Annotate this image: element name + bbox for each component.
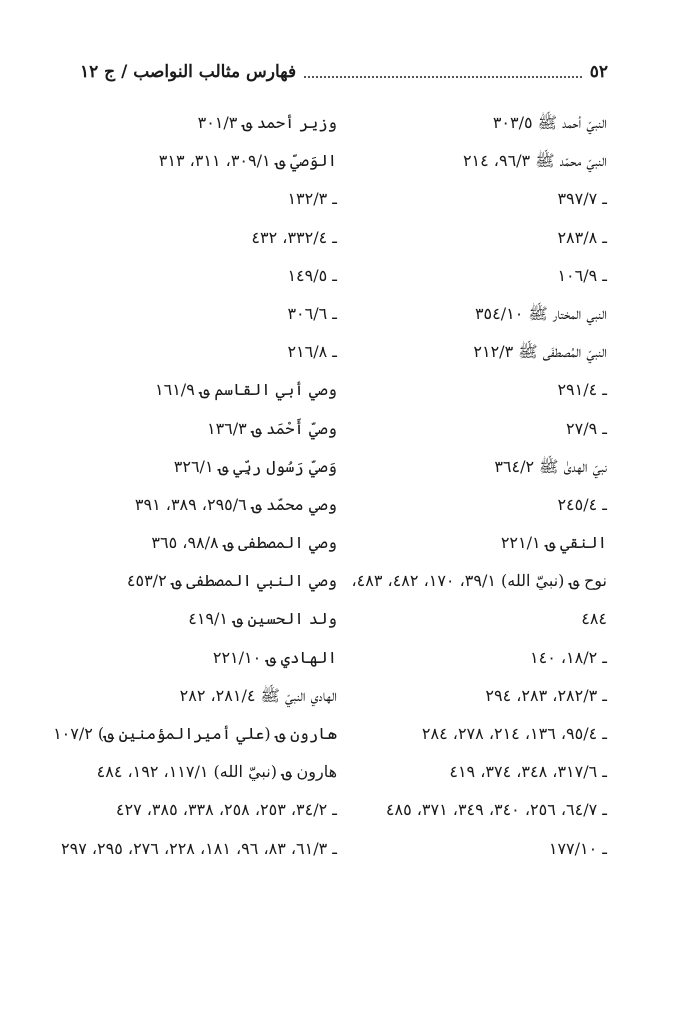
index-entry: ـ ١٤٩/٥ bbox=[287, 265, 337, 285]
index-entry: ـ ٢١٦/٨ bbox=[287, 342, 337, 362]
index-entry: الهادي ؈ ٢٢١/١٠ bbox=[212, 647, 337, 667]
index-entry: ـ ١٨/٢، ١٤٠ bbox=[530, 647, 607, 667]
index-entry: النبيّ محمّد ﷺ ٩٦/٣، ٢١٤ bbox=[462, 151, 607, 171]
index-entry: وَصيّ رَسُول ربِّي ؈ ٣٢٦/١ bbox=[173, 456, 337, 476]
index-entry: وزير أحمد ؈ ٣٠١/٣ bbox=[197, 113, 337, 132]
index-entry: نبيّ الهدىٰ ﷺ ٣٦٤/٢ bbox=[494, 456, 607, 476]
index-entry: وصي النبي المصطفى ؈ ٤٥٣/٢ bbox=[126, 571, 337, 591]
index-entry: هارون ؈ (علي أميرالمؤمنين ؈) ١٠٧/٢ bbox=[53, 724, 337, 743]
index-entry: ـ ١٧٧/١٠ bbox=[548, 838, 607, 858]
index-entry: الوَصيّ ؈ ٣٠٩/١، ٣١١، ٣١٣ bbox=[158, 151, 337, 171]
index-entry: نوح ؈ (نبيّ الله) ٣٩/١، ١٧٠، ٤٨٢، ٤٨٣، bbox=[351, 571, 607, 591]
index-entry: النبي المختار ﷺ ٣٥٤/١٠ bbox=[474, 303, 607, 323]
page-number: ٥٢ bbox=[589, 62, 608, 82]
index-entry: ولد الحسين ؈ ٤١٩/١ bbox=[188, 609, 337, 629]
index-column-right bbox=[345, 104, 607, 868]
index-entry: الهادي النبيّ ﷺ ٢٨١/٤، ٢٨٢ bbox=[179, 685, 337, 705]
running-title: فهارس مثالب النواصب / ج ١٢ bbox=[80, 62, 297, 82]
page-header bbox=[80, 58, 608, 86]
index-entry: ـ ١٠٦/٩ bbox=[557, 265, 607, 285]
index-entry: ـ ٢٨٢/٣، ٢٨٣، ٢٩٤ bbox=[485, 685, 607, 705]
index-entry: ـ ٣٤/٢، ٢٥٣، ٢٥٨، ٣٣٨، ٣٨٥، ٤٢٧ bbox=[115, 800, 337, 820]
index-entry: ـ ٢٨٣/٨ bbox=[557, 227, 607, 247]
index-entry: ـ ٦٤/٧، ٢٥٦، ٣٤٠، ٣٤٩، ٣٧١، ٤٨٥ bbox=[385, 800, 607, 820]
index-entry: النبيّ المُصطفَى ﷺ ٢١٢/٣ bbox=[473, 342, 607, 362]
index-entry: ـ ٣١٧/٦، ٣٤٨، ٣٧٤، ٤١٩ bbox=[449, 762, 607, 782]
index-entry: ـ ٣٣٢/٤، ٤٣٢ bbox=[251, 227, 337, 247]
index-entry: وصي محمّد ؈ ٢٩٥/٦، ٣٨٩، ٣٩١ bbox=[134, 494, 337, 514]
index-entry: ـ ٢٧/٩ bbox=[566, 418, 607, 438]
index-entry: هارون ؈ (نبيّ الله) ١١٧/١، ١٩٢، ٤٨٤ bbox=[96, 762, 337, 782]
index-entry: ـ ٣٠٦/٦ bbox=[287, 303, 337, 323]
index-entry: وصي أبي القاسم ؈ ١٦١/٩ bbox=[155, 380, 337, 400]
index-entry: ـ ٢٤٥/٤ bbox=[557, 494, 607, 514]
index-entry: وصيّ أَحْمَد ؈ ١٣٦/٣ bbox=[206, 418, 337, 438]
index-entry: ـ ٣٩٧/٧ bbox=[557, 189, 607, 209]
index-entry: ٤٨٤ bbox=[581, 609, 607, 629]
index-entry: ـ ٩٥/٤، ١٣٦، ٢١٤، ٢٧٨، ٢٨٤ bbox=[421, 724, 607, 743]
index-entry: وصي المصطفى ؈ ٩٨/٨، ٣٦٥ bbox=[151, 533, 337, 553]
index-entry: ـ ١٣٢/٣ bbox=[287, 189, 337, 209]
index-entry: ـ ٢٩١/٤ bbox=[557, 380, 607, 400]
index-entry: النبيّ أحمد ﷺ ٣٠٣/٥ bbox=[492, 113, 607, 132]
index-entry: النقي ؈ ٢٢١/١ bbox=[500, 533, 607, 553]
index-entry: ـ ٦١/٣، ٨٣، ٩٦، ١٨١، ٢٢٨، ٢٧٦، ٢٩٥، ٢٩٧ bbox=[61, 838, 337, 858]
header-dotted-leader bbox=[304, 66, 582, 78]
index-column-left bbox=[53, 104, 337, 868]
